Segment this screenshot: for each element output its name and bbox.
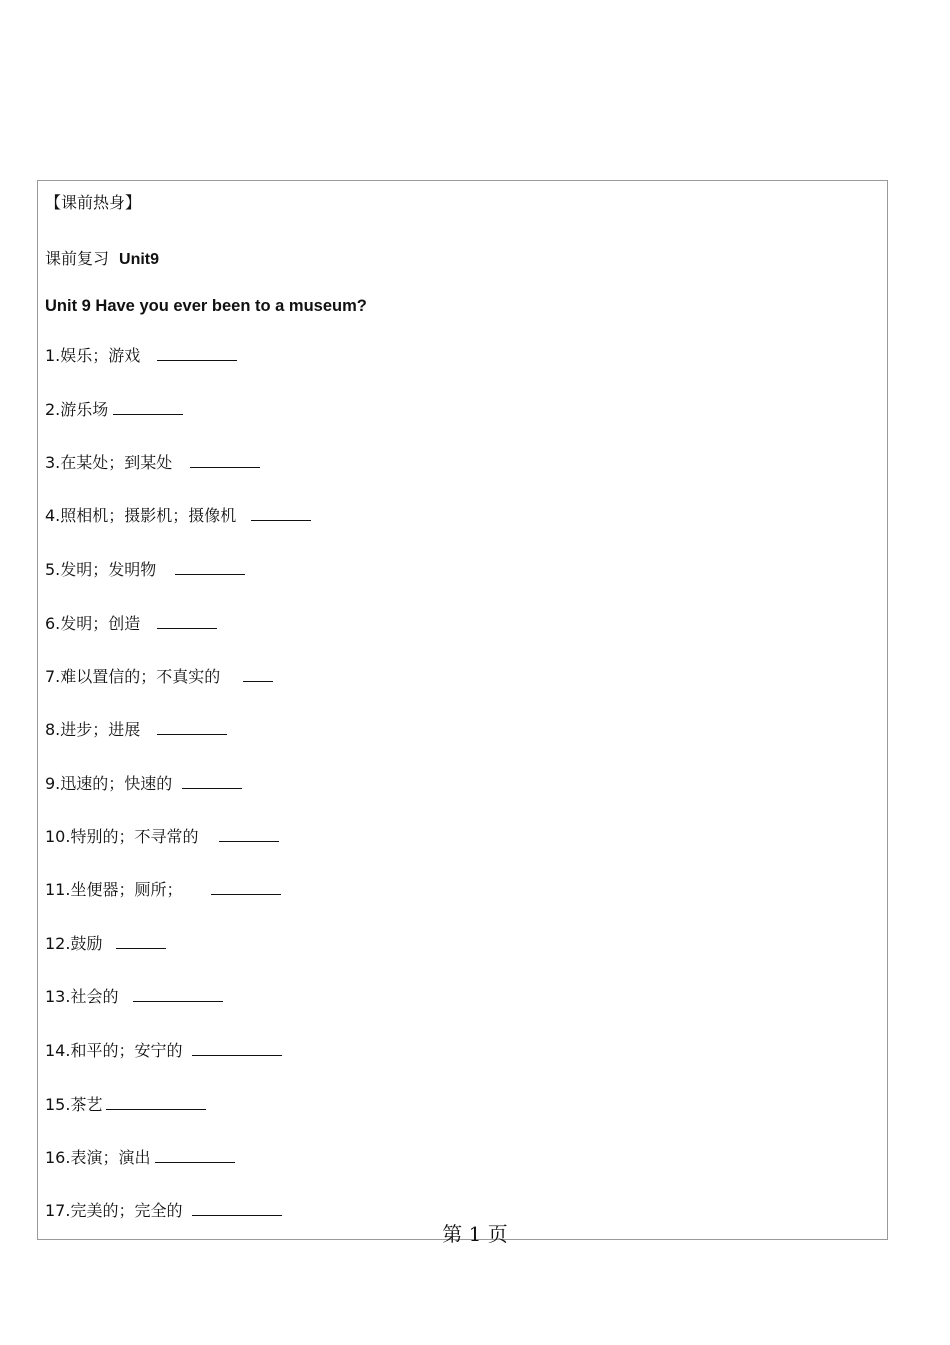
answer-blank[interactable]: [133, 985, 223, 1002]
vocab-prompt: 坐便器；厕所；: [70, 880, 183, 899]
vocab-number: 7.: [45, 667, 61, 686]
vocab-number: 10.: [45, 827, 71, 846]
vocab-number: 8.: [45, 720, 61, 739]
vocab-number: 9.: [45, 774, 61, 793]
vocab-item: [45, 612, 217, 634]
vocab-item: [45, 1039, 282, 1061]
review-unit: Unit9: [119, 251, 160, 268]
vocab-number: 11.: [45, 880, 71, 899]
vocab-prompt: 在某处；到某处: [60, 453, 173, 472]
vocab-prompt: 表演；演出: [70, 1148, 151, 1167]
vocab-item: [45, 1093, 206, 1115]
vocab-prompt: 完美的；完全的: [70, 1201, 183, 1220]
answer-blank[interactable]: [113, 398, 183, 415]
vocab-prompt: 发明；创造: [60, 614, 141, 633]
answer-blank[interactable]: [106, 1093, 206, 1110]
vocab-number: 6.: [45, 614, 61, 633]
vocab-number: 5.: [45, 560, 61, 579]
vocab-item: [45, 558, 245, 580]
vocab-item: [45, 825, 279, 847]
answer-blank[interactable]: [190, 451, 260, 468]
vocab-item: [45, 451, 260, 473]
vocab-item: [45, 1199, 282, 1221]
answer-blank[interactable]: [211, 878, 281, 895]
vocab-prompt: 娱乐；游戏: [60, 346, 141, 365]
vocab-number: 15.: [45, 1095, 71, 1114]
vocab-number: 16.: [45, 1148, 71, 1167]
answer-blank[interactable]: [192, 1199, 282, 1216]
vocab-item: [45, 718, 227, 740]
vocab-item: [45, 932, 166, 954]
worksheet-frame: [37, 180, 888, 1240]
answer-blank[interactable]: [157, 344, 237, 361]
vocab-prompt: 特别的；不寻常的: [70, 827, 199, 846]
answer-blank[interactable]: [157, 718, 227, 735]
answer-blank[interactable]: [116, 932, 166, 949]
vocab-item: [45, 344, 237, 366]
vocab-prompt: 照相机；摄影机；摄像机: [60, 506, 237, 525]
vocab-prompt: 难以置信的；不真实的: [60, 667, 221, 686]
vocab-number: 12.: [45, 934, 71, 953]
answer-blank[interactable]: [192, 1039, 282, 1056]
section-heading: 【课前热身】: [45, 193, 142, 212]
answer-blank[interactable]: [182, 772, 242, 789]
vocab-prompt: 游乐场: [60, 400, 109, 419]
vocab-number: 2.: [45, 400, 61, 419]
vocab-prompt: 进步；进展: [60, 720, 141, 739]
vocab-item: [45, 504, 311, 526]
vocab-prompt: 迅速的；快速的: [60, 774, 173, 793]
vocab-number: 17.: [45, 1201, 71, 1220]
unit-title: Unit 9 Have you ever been to a museum?: [45, 297, 367, 315]
vocab-item: [45, 772, 242, 794]
review-heading: [45, 249, 159, 270]
vocab-number: 14.: [45, 1041, 71, 1060]
vocab-prompt: 发明；发明物: [60, 560, 157, 579]
vocab-number: 1.: [45, 346, 61, 365]
answer-blank[interactable]: [155, 1146, 235, 1163]
answer-blank[interactable]: [175, 558, 245, 575]
answer-blank[interactable]: [219, 825, 279, 842]
answer-blank[interactable]: [251, 504, 311, 521]
answer-blank[interactable]: [157, 612, 217, 629]
vocab-item: [45, 878, 281, 900]
vocab-number: 13.: [45, 987, 71, 1006]
vocab-item: [45, 665, 273, 687]
vocab-item: [45, 985, 223, 1007]
vocab-number: 4.: [45, 506, 61, 525]
vocab-item: [45, 398, 183, 420]
review-label: 课前复习: [45, 249, 110, 268]
vocab-number: 3.: [45, 453, 61, 472]
vocab-prompt: 和平的；安宁的: [70, 1041, 183, 1060]
vocab-prompt: 社会的: [70, 987, 119, 1006]
vocab-item: [45, 1146, 235, 1168]
vocab-prompt: 茶艺: [70, 1095, 103, 1114]
answer-blank[interactable]: [243, 665, 273, 682]
page-number: 第 1 页: [442, 1222, 508, 1246]
vocab-prompt: 鼓励: [70, 934, 103, 953]
